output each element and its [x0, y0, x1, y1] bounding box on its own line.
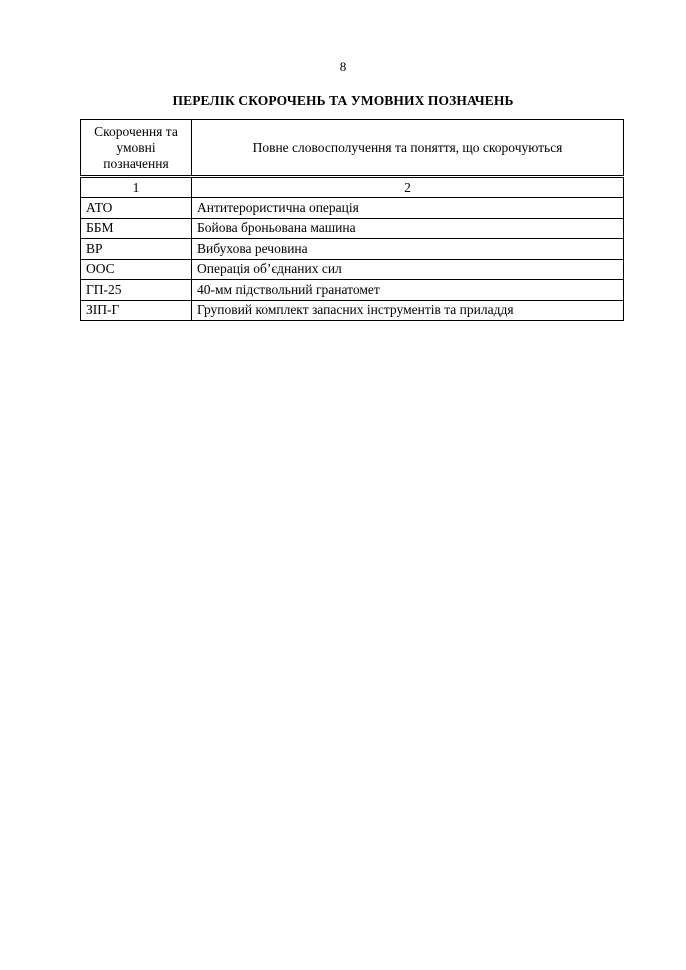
full-phrase-cell: Операція об’єднаних сил [192, 259, 624, 280]
table-row [81, 300, 624, 321]
table-row [81, 280, 624, 301]
full-phrase-cell: Вибухова речовина [192, 239, 624, 260]
header-full-phrase: Повне словосполучення та поняття, що скорочуються [192, 120, 624, 177]
page-title: ПЕРЕЛІК СКОРОЧЕНЬ ТА УМОВНИХ ПОЗНАЧЕНЬ [172, 93, 514, 108]
header-abbreviation: Скорочення та умовні позначення [81, 120, 192, 177]
column-number-2: 2 [192, 177, 624, 198]
table-row [81, 239, 624, 260]
table-row [81, 259, 624, 280]
column-number-1: 1 [81, 177, 192, 198]
full-phrase-cell: Груповий комплект запасних інструментів та приладдя [192, 300, 624, 321]
table-row [81, 218, 624, 239]
full-phrase-cell: Бойова броньована машина [192, 218, 624, 239]
abbreviation-cell: ББМ [81, 218, 192, 239]
page-number: 8 [339, 59, 347, 74]
abbreviation-cell: АТО [81, 198, 192, 219]
abbreviation-cell: ГП-25 [81, 280, 192, 301]
full-phrase-cell: Антитерористична операція [192, 198, 624, 219]
abbreviations-table [80, 119, 624, 321]
table-header-row [81, 120, 624, 177]
column-number-row [81, 177, 624, 198]
table-row [81, 198, 624, 219]
abbreviation-cell: ВР [81, 239, 192, 260]
full-phrase-cell: 40-мм підствольний гранатомет [192, 280, 624, 301]
abbreviation-cell: ЗІП-Г [81, 300, 192, 321]
abbreviation-cell: ООС [81, 259, 192, 280]
